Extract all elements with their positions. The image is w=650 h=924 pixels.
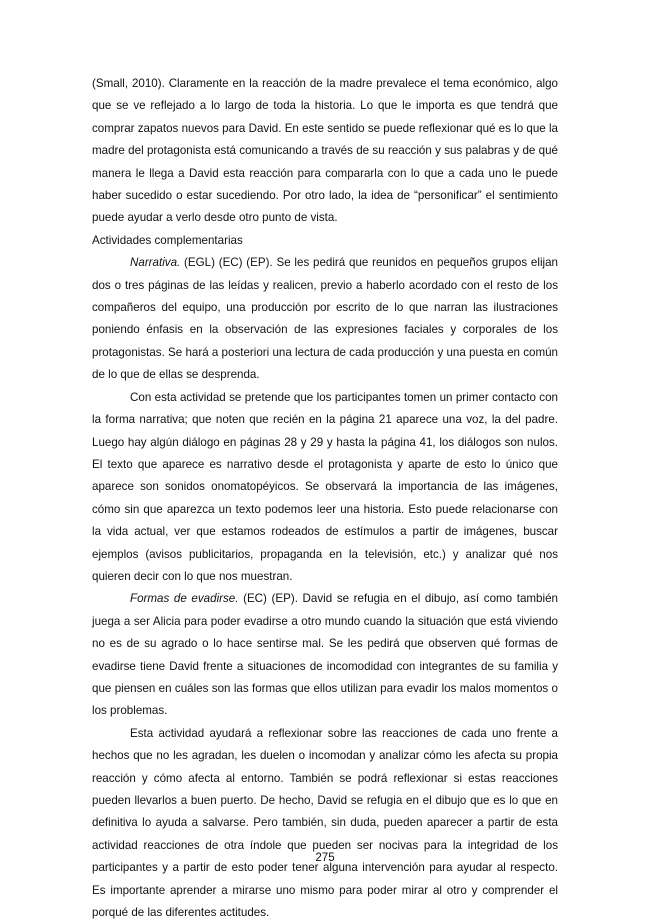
paragraph-narrativa-text: (EGL) (EC) (EP). Se les pedirá que reunidos en pequeños grupos elijan dos o tres páginas de las leídas y realicen, previo a haberlo acordado con el resto de los compañeros del equipo, una producción por escrito de lo que narran las ilustraciones poniendo énfasis en la observación de las expresiones faciales y corporales de los protagonistas. Se hará a posteriori una lectura de cada producción y una puesta en común de lo que de ellas se desprenda.: [92, 256, 558, 382]
section-heading: Actividades complementarias: [92, 233, 243, 247]
activity-title-narrativa: Narrativa.: [130, 256, 181, 270]
page-number: 275: [315, 851, 335, 864]
paragraph-evadirse: [92, 588, 558, 722]
paragraph-narrativa-discussion: Con esta actividad se pretende que los participantes tomen un primer contacto con la forma narrativa; que noten que recién en la página 21 aparece una voz, la del padre. Luego hay algún diálogo en páginas 28 y 29 y hasta la página 41, los diálogos son nulos. El texto que aparece es narrativo desde el protagonista y aparte de esto lo único que aparece son sonidos onomatopéyicos. Se observará la importancia de las imágenes, cómo sin que aparezca un texto podemos leer una historia. Esto puede relacionarse con la vida actual, ver que estamos rodeados de estímulos a partir de imágenes, buscar ejemplos (avisos publicitarios, propaganda en la televisión, etc.) y analizar qué nos quieren decir con lo que nos muestran.: [92, 390, 558, 583]
paragraph-evadirse-discussion: Esta actividad ayudará a reflexionar sobre las reacciones de cada uno frente a hechos que no les agradan, les duelen o incomodan y analizar cómo les afecta su propia reacción y cómo afecta al entorno. También se podrá reflexionar si estas reacciones pueden llevarlos a buen puerto. De hecho, David se refugia en el dibujo que es lo que en definitiva lo ayuda a salvarse. Pero también, sin duda, pueden aparecer a partir de esta actividad reacciones de otra índole que pueden ser nocivas para la integridad de los participantes y a partir de esto poder tener alguna intervención para ayudar al respecto. Es importante aprender a mirarse uno mismo para poder mirar al otro y comprender el porqué de las diferentes actitudes.: [92, 726, 558, 920]
activity-title-evadirse: Formas de evadirse.: [130, 592, 239, 606]
paragraph-evadirse-text: (EC) (EP). David se refugia en el dibujo, así como también juega a ser Alicia para poder evadirse a otro mundo cuando la situación que está viviendo no es de su agrado o lo hace sentirse mal. Se les pedirá que observen qué formas de evadirse tiene David frente a situaciones de incomodidad con integrantes de su familia y que piensen en cuáles son las formas que ellos utilizan para evadir los malos momentos o los problemas.: [92, 592, 558, 718]
body-text: [92, 73, 558, 924]
paragraph-narrativa: [92, 252, 558, 386]
paragraph-intro: (Small, 2010). Claramente en la reacción de la madre prevalece el tema económico, algo que se ve reflejado a lo largo de toda la historia. Lo que le importa es que tendrá que comprar zapatos nuevos para David. En este sentido se puede reflexionar qué es lo que la madre del protagonista está comunicando a través de su reacción y sus palabras y de qué manera le llega a David esta reacción para compararla con lo que a cada uno le puede haber sucedido o estar sucediendo. Por otro lado, la idea de “personificar” el sentimiento puede ayudar a verlo desde otro punto de vista.: [92, 77, 558, 225]
